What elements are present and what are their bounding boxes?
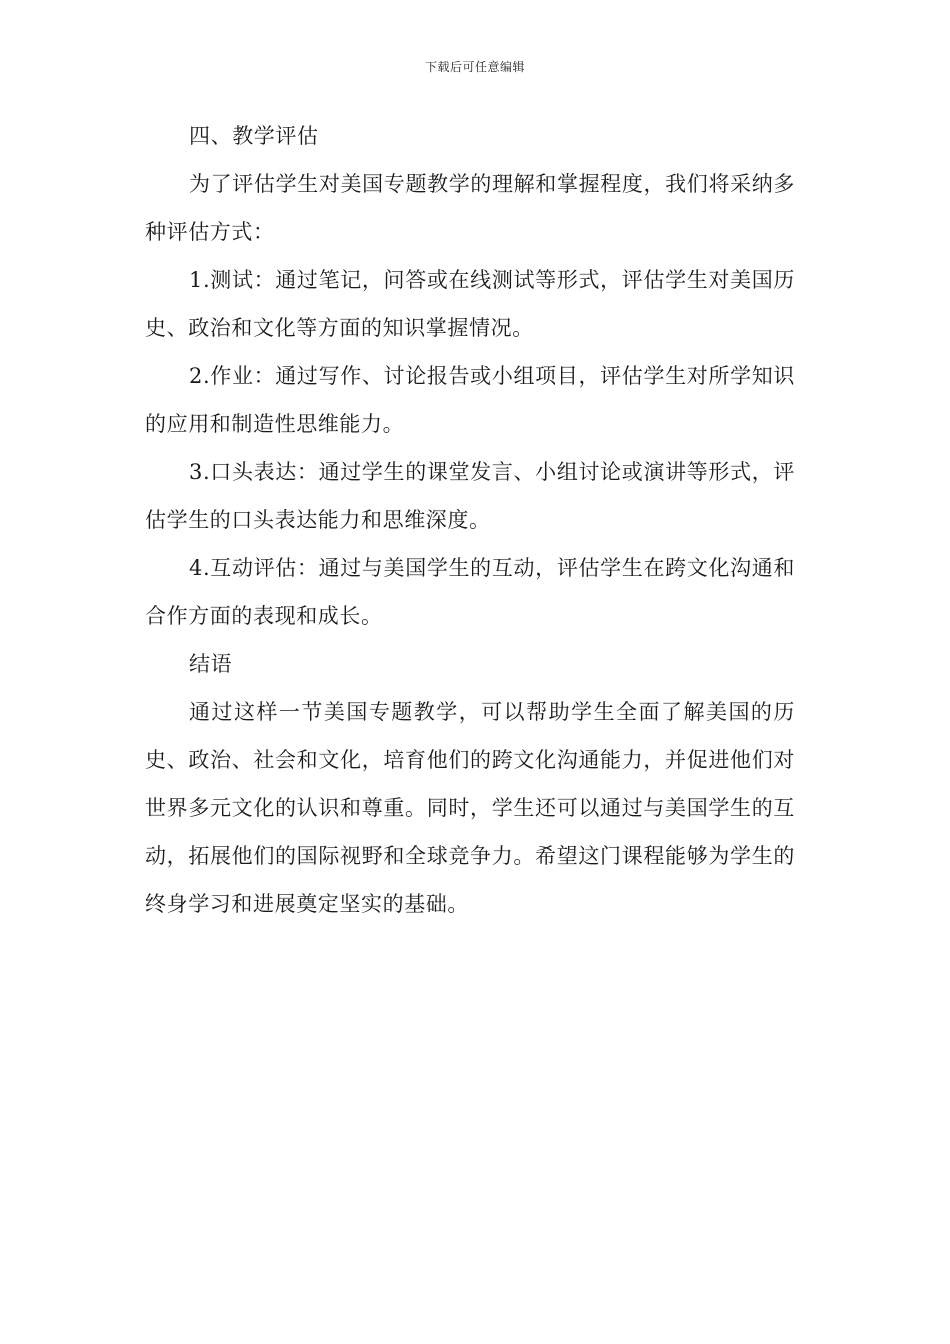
assessment-item-interaction: 4.互动评估：通过与美国学生的互动，评估学生在跨文化沟通和合作方面的表现和成长。 [145, 556, 795, 628]
assessment-item-oral: 3.口头表达：通过学生的课堂发言、小组讨论或演讲等形式，评估学生的口头表达能力和思维深度。 [145, 460, 795, 532]
conclusion-paragraph: 通过这样一节美国专题教学，可以帮助学生全面了解美国的历史、政治、社会和文化，培育他们的跨文化沟通能力，并促进他们对世界多元文化的认识和尊重。同时，学生还可以通过与美国学生的互动，拓展他们的国际视野和全球竞争力。希望这门课程能够为学生的终身学习和进展奠定坚实的基础。 [145, 700, 795, 916]
assessment-item-homework: 2.作业：通过写作、讨论报告或小组项目，评估学生对所学知识的应用和制造性思维能力。 [145, 364, 795, 436]
conclusion-heading: 结语 [189, 652, 233, 676]
intro-paragraph: 为了评估学生对美国专题教学的理解和掌握程度，我们将采纳多种评估方式： [145, 172, 795, 244]
section-heading: 四、教学评估 [189, 124, 319, 148]
download-watermark: 下载后可任意编辑 [424, 60, 525, 74]
document-body [145, 112, 795, 928]
assessment-item-test: 1.测试：通过笔记，问答或在线测试等形式，评估学生对美国历史、政治和文化等方面的知识掌握情况。 [145, 268, 795, 340]
